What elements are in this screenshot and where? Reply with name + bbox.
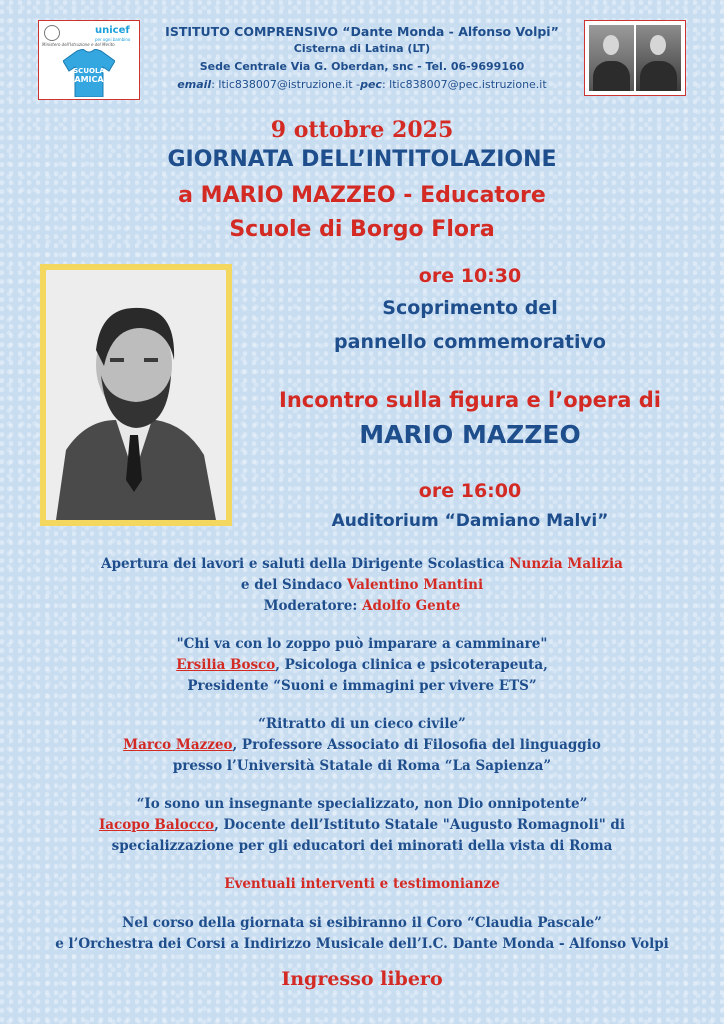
time-afternoon: ore 16:00	[418, 480, 522, 502]
portrait-illustration	[46, 270, 226, 520]
mayor-name: Valentino Mantini	[346, 577, 484, 593]
talk-3-speaker: Iacopo Balocco	[98, 817, 215, 833]
pec-address[interactable]: : ltic838007@pec.istruzione.it	[381, 78, 547, 91]
talk-1-speaker: Ersilia Bosco	[176, 657, 276, 673]
talk-1-role: Presidente “Suoni e immagini per vivere ETS”	[187, 678, 537, 694]
talk-2-speaker: Marco Mazzeo	[123, 737, 233, 753]
talk-2-role: presso l’Università Statale di Roma “La Sapienza”	[172, 758, 552, 774]
talk-2-title: “Ritratto di un cieco civile”	[258, 716, 466, 732]
portrait-dante-monda	[589, 25, 634, 91]
mario-mazzeo-photo	[40, 264, 232, 526]
talk-2-speaker-line: Marco Mazzeo, Professore Associato di Filosofia del linguaggio	[123, 737, 601, 753]
school-city: Cisterna di Latina (LT)	[293, 42, 431, 55]
talk-1-title: "Chi va con lo zoppo può imparare a camminare"	[176, 636, 548, 652]
talk-1-speaker-line: Ersilia Bosco, Psicologa clinica e psicoterapeuta,	[176, 657, 548, 673]
title-line-2: a MARIO MAZZEO - Educatore	[178, 183, 546, 208]
talk-3-title: “Io sono un insegnante specializzato, non Dio onnipotente”	[136, 796, 588, 812]
time-morning: ore 10:30	[418, 265, 522, 287]
opening-line-1: Apertura dei lavori e saluti della Dirigente Scolastica Nunzia Malizia	[101, 556, 623, 572]
unicef-logo: unicef	[95, 25, 130, 36]
music-line-2: e l’Orchestra dei Corsi a Indirizzo Musicale dell’I.C. Dante Monda - Alfonso Volpi	[55, 936, 669, 952]
email-label: email	[177, 78, 212, 91]
event-date: 9 ottobre 2025	[270, 117, 454, 143]
talk-3-role: specializzazione per gli educatori dei minorati della vista di Roma	[111, 838, 613, 854]
pec-label: pec	[360, 78, 382, 91]
school-name: ISTITUTO COMPRENSIVO “Dante Monda - Alfonso Volpi”	[165, 24, 559, 39]
extra-interventions: Eventuali interventi e testimonianze	[224, 876, 500, 892]
moderator-name: Adolfo Gente	[362, 598, 461, 614]
school-address: Sede Centrale Via G. Oberdan, snc - Tel. 06-9699160	[199, 60, 525, 73]
principal-name: Nunzia Malizia	[509, 556, 623, 572]
talk-3-speaker-line: Iacopo Balocco, Docente dell’Istituto Statale "Augusto Romagnoli" di	[98, 817, 625, 833]
ministry-caption: Ministero dell'Istruzione e del Merito	[42, 42, 115, 47]
unicef-subtitle: per ogni bambino	[95, 37, 131, 42]
portrait-alfonso-volpi	[636, 25, 681, 91]
music-line-1: Nel corso della giornata si esibiranno il Coro “Claudia Pascale”	[122, 915, 602, 931]
title-line-1: GIORNATA DELL’INTITOLAZIONE	[167, 147, 557, 172]
moderator-line: Moderatore: Adolfo Gente	[263, 598, 461, 614]
tshirt-text-1: SCUOLA	[73, 67, 105, 75]
title-line-3: Scuole di Borgo Flora	[229, 217, 495, 242]
free-entry: Ingresso libero	[281, 968, 443, 990]
opening-line-2: e del Sindaco Valentino Mantini	[240, 577, 484, 593]
tshirt-text-2: AMICA	[74, 75, 104, 84]
email-address[interactable]: : ltic838007@istruzione.it -	[211, 78, 361, 91]
event-unveiling-line-1: Scoprimento del	[382, 297, 558, 319]
header-portraits	[584, 20, 686, 96]
event-unveiling-line-2: pannello commemorativo	[334, 331, 606, 353]
meeting-line-2: MARIO MAZZEO	[359, 420, 581, 449]
meeting-line-1: Incontro sulla figura e l’opera di	[279, 388, 661, 412]
venue: Auditorium “Damiano Malvi”	[331, 511, 609, 531]
